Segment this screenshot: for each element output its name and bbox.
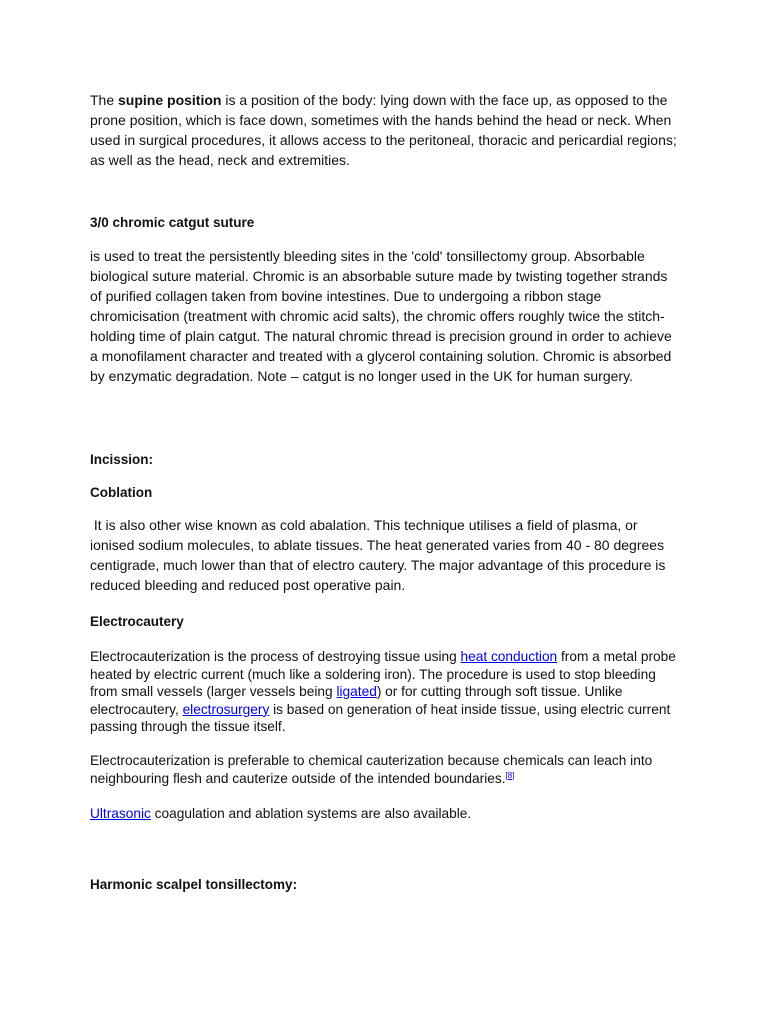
chemical-cauterization-text: Electrocauterization is preferable to chemical cauterization because chemicals can leach into neighbouring flesh and cauterize outside of the intended boundaries. <box>90 753 653 786</box>
intro-text-start: The <box>90 92 119 108</box>
electrocautery-paragraph-2 <box>90 752 682 787</box>
intro-text-rest: is a position of the body: lying down with the face up, as opposed to the prone position, which is face down, sometimes with the hands behind the head or neck. When used in surgical procedures, it allows access to the peritoneal, thoracic and pericardial regions; as well as the head, neck and extremities. <box>90 92 677 168</box>
suture-heading: 3/0 chromic catgut suture <box>90 215 255 230</box>
supine-paragraph <box>90 90 680 170</box>
electro-text-1: Electrocauterization is the process of destroying tissue using <box>90 649 461 664</box>
harmonic-heading: Harmonic scalpel tonsillectomy: <box>90 877 298 892</box>
electrosurgery-link[interactable]: electrosurgery <box>182 701 270 717</box>
electro-text-4: is based on generation of heat inside tissue, using electric current passing through the tissue itself. <box>90 701 671 734</box>
incission-heading: Incission: <box>90 452 154 467</box>
supine-term: supine position <box>118 92 222 108</box>
coblation-heading: Coblation <box>90 485 153 500</box>
electrocautery-paragraph-1 <box>90 648 682 736</box>
heat-conduction-link[interactable]: heat conduction <box>460 649 558 664</box>
ligated-link[interactable]: ligated <box>336 684 377 699</box>
electro-text-2: from a metal probe heated by electric current (much like a soldering iron). The procedure is used to stop bleeding from small vessels (larger vessels being <box>90 649 676 699</box>
ultrasonic-link[interactable]: Ultrasonic <box>90 806 151 821</box>
ultrasonic-paragraph <box>90 805 682 823</box>
coblation-paragraph: It is also other wise known as cold abalation. This technique utilises a field of plasma, or ionised sodium molecules, to ablate tissues. The heat generated varies from 40 - 80 degrees centigrade, much lower than that of electro cautery. The major advantage of this procedure is reduced bleeding and reduced post operative pain. <box>90 517 670 593</box>
reference-marker: [8] <box>505 770 515 780</box>
ultrasonic-text: coagulation and ablation systems are also available. <box>150 806 472 821</box>
electro-text-3: ) or for cutting through soft tissue. Unlike electrocautery, <box>90 684 623 717</box>
electrocautery-heading: Electrocautery <box>90 614 184 629</box>
reference-link[interactable] <box>506 771 515 786</box>
suture-paragraph: is used to treat the persistently bleeding sites in the 'cold' tonsillectomy group. Absorbable biological suture material. Chromic is an absorbable suture made by twisting together strands of purified collagen taken from bovine intestines. Due to undergoing a ribbon stage chromicisation (treatment with chromic acid salts), the chromic offers roughly twice the stitch-holding time of plain catgut. The natural chromic thread is precision ground in order to achieve a monofilament character and treated with a glycerol containing solution. Chromic is absorbed by enzymatic degradation. Note – catgut is no longer used in the UK for human surgery. <box>90 248 672 384</box>
